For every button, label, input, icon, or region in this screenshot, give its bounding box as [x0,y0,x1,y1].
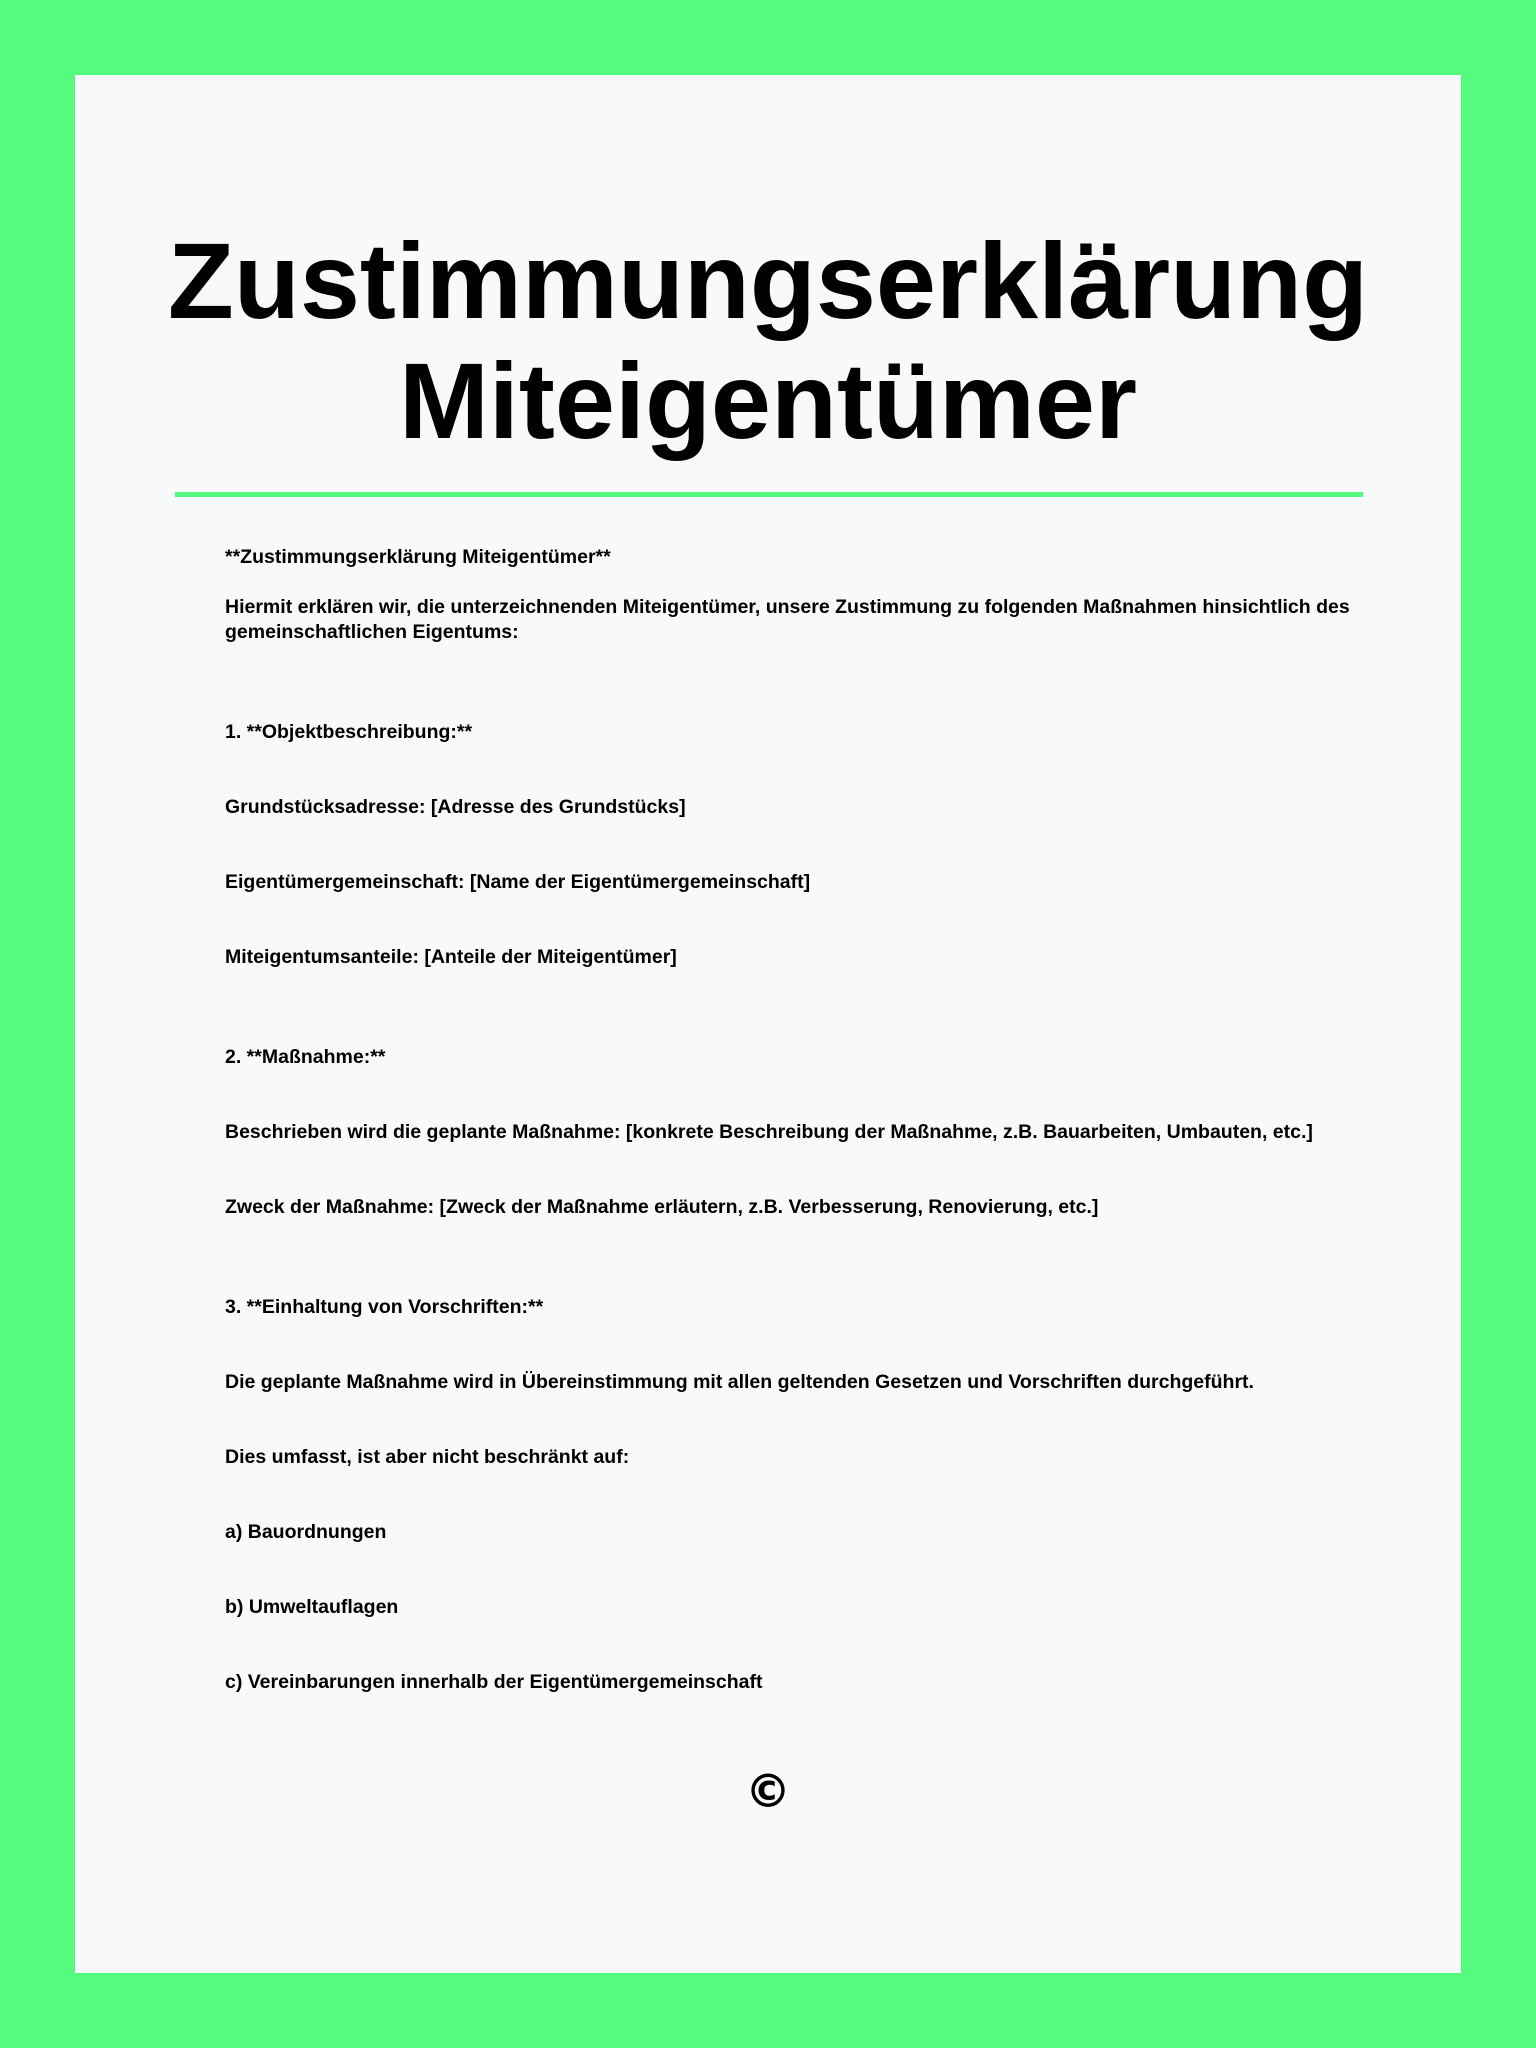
ownership-shares-line: Miteigentumsanteile: [Anteile der Miteigentümer] [225,946,677,968]
document-page [75,75,1461,1973]
copyright-icon: © [745,1764,791,1818]
document-title-line-2: Miteigentümer [398,340,1138,461]
section-2-heading: 2. **Maßnahme:** [225,1046,386,1068]
measure-purpose-line: Zweck der Maßnahme: [Zweck der Maßnahme erläutern, z.B. Verbesserung, Renovierung, etc.] [225,1196,1099,1218]
scope-statement: Dies umfasst, ist aber nicht beschränkt auf: [225,1446,630,1468]
list-item-environmental-requirements: b) Umweltauflagen [225,1596,399,1618]
document-heading: **Zustimmungserklärung Miteigentümer** [225,546,611,568]
section-3-heading: 3. **Einhaltung von Vorschriften:** [225,1296,544,1318]
measure-description-line: Beschrieben wird die geplante Maßnahme: [konkrete Beschreibung der Maßnahme, z.B. Bauarbeiten, Umbauten, etc.] [225,1121,1313,1143]
list-item-building-codes: a) Bauordnungen [225,1521,387,1543]
property-address-line: Grundstücksadresse: [Adresse des Grundstücks] [225,796,686,818]
document-title [75,221,1461,461]
title-divider [175,492,1363,497]
owners-community-line: Eigentümergemeinschaft: [Name der Eigentümergemeinschaft] [225,871,811,893]
section-1-heading: 1. **Objektbeschreibung:** [225,721,473,743]
list-item-community-agreements: c) Vereinbarungen innerhalb der Eigentümergemeinschaft [225,1671,763,1693]
document-title-line-1: Zustimmungserklärung [167,220,1369,341]
intro-paragraph: Hiermit erklären wir, die unterzeichnenden Miteigentümer, unsere Zustimmung zu folgenden Maßnahmen hinsichtlich des gemeinschaftlichen Eigentums: [225,596,1350,643]
compliance-statement: Die geplante Maßnahme wird in Übereinstimmung mit allen geltenden Gesetzen und Vorschriften durchgeführt. [225,1371,1254,1393]
